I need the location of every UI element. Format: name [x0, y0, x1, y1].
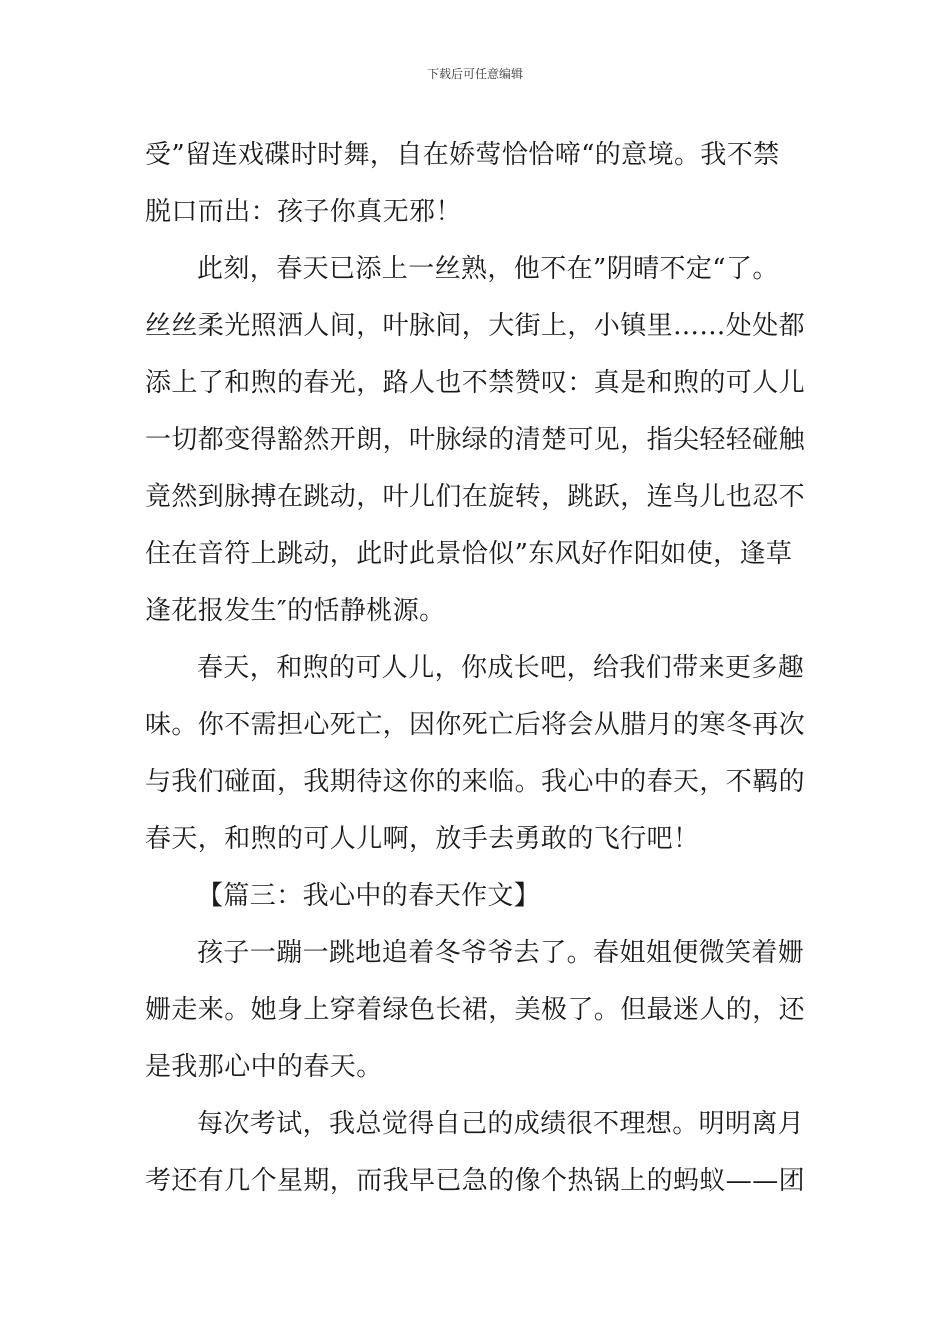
- text-line: 姗走来。她身上穿着绿色长裙，美极了。但最迷人的，还: [145, 995, 806, 1025]
- text-line: 脱口而出：孩子你真无邪！: [145, 197, 462, 227]
- text-line: 是我那心中的春天。: [145, 1052, 383, 1082]
- text-line: 丝丝柔光照洒人间，叶脉间，大街上，小镇里……处处都: [145, 311, 806, 341]
- document-body: [145, 127, 805, 1210]
- paragraph-start-line: 此刻，春天已添上一丝熟，他不在”阴晴不定“了。: [197, 254, 779, 284]
- text-line: 味。你不需担心死亡，因你死亡后将会从腊月的寒冬再次: [145, 710, 806, 740]
- text-line: 一切都变得豁然开朗，叶脉绿的清楚可见，指尖轻轻碰触: [145, 425, 806, 455]
- text-line: 与我们碰面，我期待这你的来临。我心中的春天，不羁的: [145, 767, 806, 797]
- text-line: 逢花报发生″的恬静桃源。: [145, 596, 446, 626]
- paragraph-start-line: 孩子一蹦一跳地追着冬爷爷去了。春姐姐便微笑着姗: [197, 938, 805, 968]
- text-line: 竟然到脉搏在跳动，叶儿们在旋转，跳跃，连鸟儿也忍不: [145, 482, 806, 512]
- paragraph-start-line: 春天，和煦的可人儿，你成长吧，给我们带来更多趣: [197, 653, 805, 683]
- text-line: 住在音符上跳动，此时此景恰似”东风好作阳如使，逢草: [145, 539, 793, 569]
- text-line: 受”留连戏碟时时舞，自在娇莺恰恰啼“的意境。我不禁: [145, 140, 780, 170]
- section-heading: 【篇三：我心中的春天作文】: [197, 881, 541, 911]
- text-line: 考还有几个星期，而我早已急的像个热锅上的蚂蚁——团: [145, 1166, 806, 1196]
- paragraph-start-line: 每次考试，我总觉得自己的成绩很不理想。明明离月: [197, 1109, 805, 1139]
- header-note: 下载后可任意编辑: [426, 67, 523, 81]
- text-line: 春天，和煦的可人儿啊，放手去勇敢的飞行吧！: [145, 824, 700, 854]
- text-line: 添上了和煦的春光，路人也不禁赞叹：真是和煦的可人儿: [145, 368, 806, 398]
